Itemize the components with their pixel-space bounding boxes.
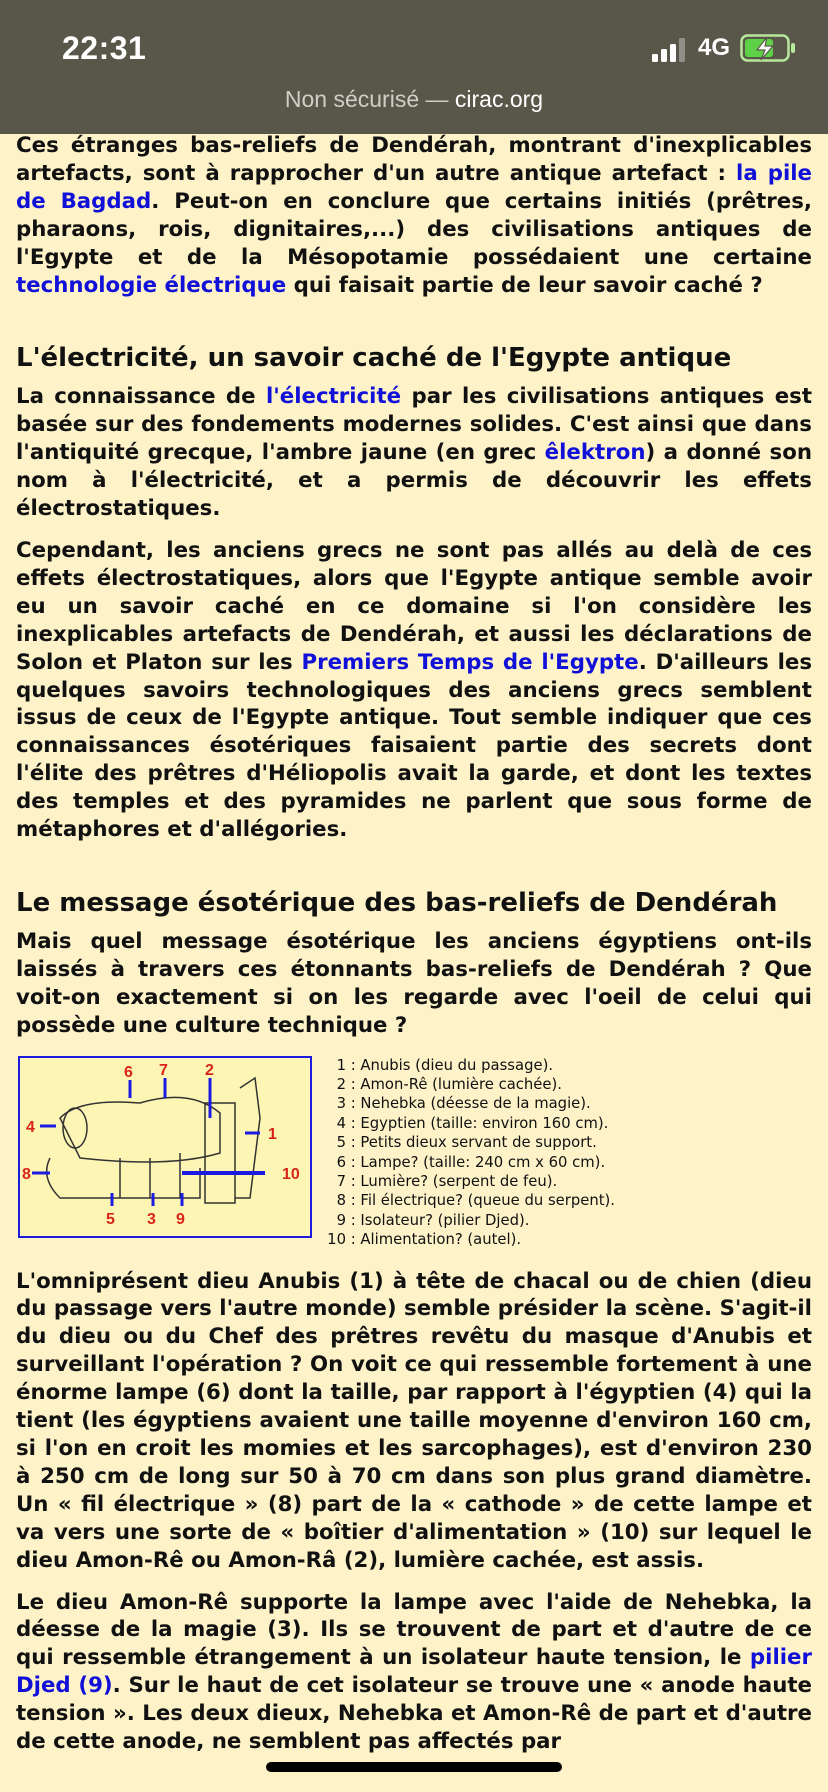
figure-denderah (16, 1052, 812, 1254)
link-premiers-temps[interactable]: Premiers Temps de l'Egypte (301, 649, 639, 675)
legend-text: : Petits dieux servant de support. (346, 1134, 597, 1152)
article-content (16, 132, 812, 1756)
legend-item (320, 1211, 820, 1230)
signal-icon (652, 38, 688, 62)
legend-number: 10 (327, 1231, 346, 1249)
section-heading-electricite: L'électricité, un savoir caché de l'Egypte antique (16, 343, 732, 374)
figure-label-1: 1 (268, 1125, 277, 1143)
text-span: La connaissance de (16, 384, 266, 410)
legend-number: 8 (336, 1192, 346, 1210)
paragraph-4: Mais quel message ésotérique les anciens égyptiens ont-ils laissés à travers ces étonnants bas-reliefs de Dendérah ? Que voit-on exactement si on les regarde avec l'oeil de celui qui possède une culture technique ? (16, 928, 812, 1038)
legend-item (320, 1114, 820, 1133)
denderah-relief-image[interactable] (18, 1056, 312, 1238)
text-span: par les civilisations antiques est basée sur des fondements modernes solides. C'est ainsi que dans l'antiquité grecque, l'ambre jaune (en grec (16, 384, 813, 466)
section-heading-message: Le message ésotérique des bas-reliefs de Dendérah (16, 887, 778, 918)
text-span: ) a donné son nom à l'électricité, et a permis de découvrir les effets électrostatiques. (16, 440, 813, 522)
link-elektron[interactable]: êlektron (544, 440, 646, 466)
paragraph-3 (16, 537, 812, 844)
link-electricite[interactable]: l'électricité (265, 384, 402, 410)
battery-charging-icon (740, 34, 796, 62)
paragraph-1 (16, 132, 812, 299)
legend-number: 9 (336, 1211, 346, 1229)
figure-legend (320, 1056, 820, 1250)
legend-number: 1 (336, 1056, 346, 1074)
legend-number: 4 (336, 1114, 346, 1132)
legend-number: 2 (336, 1075, 346, 1093)
legend-number: 5 (336, 1134, 346, 1152)
legend-text: : Amon-Rê (lumière cachée). (346, 1075, 562, 1093)
figure-label-9: 9 (176, 1210, 185, 1228)
link-technologie-electrique[interactable]: technologie électrique (16, 272, 287, 298)
legend-text: : Egyptien (taille: environ 160 cm). (346, 1114, 609, 1132)
legend-text: : Isolateur? (pilier Djed). (346, 1211, 530, 1229)
text-span: Ces étranges bas-reliefs de Dendérah, montrant d'inexplicables artefacts, sont à rapprocher d'un autre antique artefact : (16, 133, 812, 186)
legend-text: : Alimentation? (autel). (346, 1231, 522, 1249)
legend-number: 6 (336, 1153, 346, 1171)
text-span: Cependant, les anciens grecs ne sont pas allés au delà de ces effets électrostatiques, alors que l'Egypte antique semble avoir eu un savoir caché en ce domaine si l'on considère les inexplicables artefacts de Dendérah, et aussi les déclarations de Solon et Platon sur les (16, 537, 812, 675)
legend-item (320, 1153, 820, 1172)
url-bar[interactable] (0, 86, 828, 113)
figure-label-2: 2 (205, 1061, 214, 1079)
link-pilier-djed[interactable]: pilier Djed (9) (16, 1645, 812, 1699)
legend-number: 3 (336, 1095, 346, 1113)
security-label: Non sécurisé — (284, 86, 455, 112)
text-span: . Peut-on en conclure que certains initiés (prêtres, pharaons, rois, dignitaires,...) des civilisations antiques de l'Egypte et de la Mésopotamie possédaient une certaine (16, 188, 812, 270)
legend-item (320, 1172, 820, 1191)
figure-label-4: 4 (26, 1118, 35, 1136)
text-span: . Sur le haut de cet isolateur se trouve une « anode haute tension ». Les deux dieux, Nehebka et Amon-Rê de part et d'autre de cette anode, ne semblent pas affectés par (16, 1673, 813, 1755)
home-indicator[interactable] (266, 1762, 562, 1772)
text-span: Le dieu Amon-Rê supporte la lampe avec l'aide de Nehebka, la déesse de la magie (3). Ils se trouvent de part et d'autre de ce qui ressemble étrangement à un isolateur haute tension, le (16, 1589, 812, 1671)
url-domain: cirac.org (454, 86, 544, 112)
legend-item (320, 1230, 820, 1249)
figure-label-5: 5 (106, 1210, 115, 1228)
legend-item (320, 1075, 820, 1094)
text-span: qui faisait partie de leur savoir caché ? (286, 272, 763, 298)
status-time: 22:31 (62, 30, 147, 66)
link-pile-de-bagdad[interactable]: la pile de Bagdad (16, 160, 812, 214)
status-bar (0, 0, 828, 134)
legend-number: 7 (336, 1173, 346, 1190)
text-span: . D'ailleurs les quelques savoirs technologiques des anciens grecs semblent issus de ceux de l'Egypte antique. Tout semble indiquer que ces connaissances ésotériques faisaient partie des secrets dont l'élite des prêtres d'Héliopolis avait la garde, et dont les textes des temples et des pyramides ne parlent que sous forme de métaphores et d'allégories. (16, 649, 812, 843)
legend-item (320, 1094, 820, 1113)
legend-item (320, 1056, 820, 1075)
legend-item (320, 1191, 820, 1210)
figure-label-8: 8 (22, 1165, 31, 1183)
legend-text: : Lampe? (taille: 240 cm x 60 cm). (346, 1153, 606, 1171)
figure-label-7: 7 (159, 1061, 168, 1079)
legend-text: : Nehebka (déesse de la magie). (346, 1095, 591, 1113)
figure-label-10: 10 (282, 1165, 300, 1183)
legend-text: : Fil électrique? (queue du serpent). (346, 1192, 615, 1210)
figure-label-3: 3 (147, 1210, 156, 1228)
paragraph-6 (16, 1589, 812, 1756)
paragraph-2 (16, 383, 812, 523)
network-type: 4G (698, 34, 731, 61)
legend-text: : Anubis (dieu du passage). (346, 1056, 554, 1074)
legend-text: : Lumière? (serpent de feu). (346, 1173, 558, 1190)
paragraph-5: L'omniprésent dieu Anubis (1) à tête de chacal ou de chien (dieu du passage vers l'autre monde) semble présider la scène. S'agit-il du dieu ou du Chef des prêtres revêtu du masque d'Anubis et surveillant l'opération ? On voit ce qui ressemble fortement à une énorme lampe (6) dont la taille, par rapport à l'égyptien (4) qui la tient (les égyptiens avaient une taille moyenne d'environ 160 cm, si l'on en croit les momies et les sarcophages), est d'environ 230 à 250 cm de long sur 50 à 70 cm dans son plus grand diamètre. Un « fil électrique » (8) part de la « cathode » de cette lampe et va vers une sorte de « boîtier d'alimentation » (10) sur lequel le dieu Amon-Rê ou Amon-Râ (2), lumière cachée, est assis. (16, 1268, 812, 1573)
legend-item (320, 1133, 820, 1152)
figure-label-6: 6 (124, 1063, 133, 1081)
